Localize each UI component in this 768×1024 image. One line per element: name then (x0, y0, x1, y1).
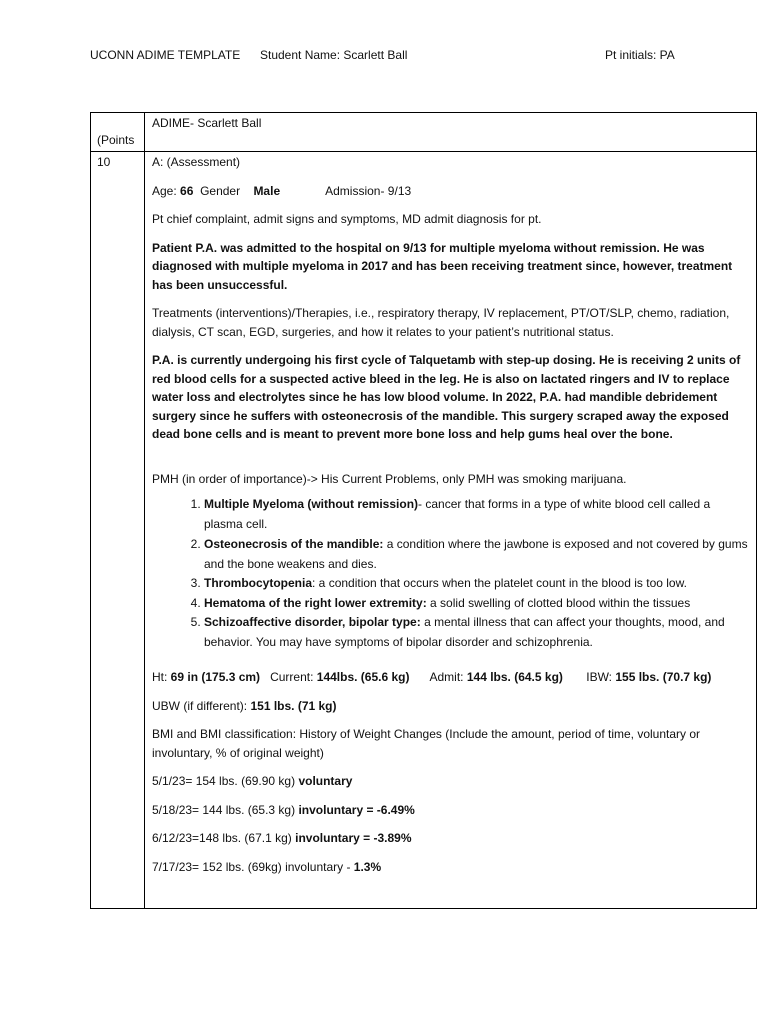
admit-weight-value: 144 lbs. (64.5 kg) (466, 670, 563, 684)
pmh-list (152, 495, 752, 652)
adime-table (90, 112, 757, 909)
weight-history-entry (152, 858, 752, 877)
age-value: 66 (180, 183, 194, 198)
weight-entry-status: involuntary = -3.89% (295, 831, 412, 845)
pmh-item (204, 613, 752, 652)
pmh-term: Hematoma of the right lower extremity: (204, 595, 427, 610)
weight-entry-text: 6/12/23=148 lbs. (67.1 kg) (152, 831, 296, 845)
assessment-section (152, 153, 752, 876)
weight-entry-text: 5/1/23= 154 lbs. (69.90 kg) (152, 774, 299, 788)
weight-history-entry (152, 772, 752, 791)
weight-history-entry (152, 801, 752, 820)
ubw-value: 151 lbs. (71 kg) (250, 698, 337, 713)
document-header (90, 48, 730, 64)
current-weight-value: 144lbs. (65.6 kg) (316, 670, 410, 684)
assessment-heading: A: (Assessment) (152, 155, 241, 169)
current-weight-label: Current: (270, 670, 317, 684)
admission-date: Admission- 9/13 (325, 183, 412, 198)
complaint-text: Patient P.A. was admitted to the hospital on 9/13 for multiple myeloma without remission. He was diagnosed with multiple myeloma in 2017 and has been receiving treatment since, however, treatment has been unsuccessful. (152, 240, 733, 292)
height-value: 69 in (175.3 cm) (170, 670, 261, 684)
column-divider (144, 113, 145, 908)
ibw-label: IBW: (586, 670, 616, 684)
pmh-term: Thrombocytopenia (204, 576, 313, 590)
weight-history-entry (152, 829, 752, 848)
weight-entry-text: 7/17/23= 152 lbs. (69kg) involuntary - (152, 859, 354, 874)
weight-entry-status: involuntary = -6.49% (298, 802, 415, 817)
treatments-text: P.A. is currently undergoing his first cycle of Talquetamb with step-up dosing. He is receiving 2 units of red blood cells for a suspected active bleed in the leg. He is also on lactated ringers and IV to replace water loss and electrolytes since he has low blood volume. In 2022, P.A. had mandible debridement surgery since he suffers with osteonecrosis of the mandible. This surgery scraped away the exposed dead bone cells and is meant to prevent more bone loss and help gums heal over the bone. (152, 353, 741, 441)
height-label: Ht: (152, 670, 171, 684)
pmh-desc: : a condition that occurs when the platelet count in the blood is too low. (312, 576, 687, 590)
ubw-label: UBW (if different): (152, 698, 251, 713)
anthropometrics-line (152, 668, 752, 687)
weight-entry-status: voluntary (298, 774, 353, 788)
demographics-line (152, 182, 752, 201)
gender-label: Gender (200, 183, 241, 198)
pmh-desc: - cancer that forms in a type of white blood cell called a plasma cell. (204, 497, 711, 531)
pmh-desc: a mental illness that can affect your thoughts, mood, and behavior. You may have symptoms of bipolar disorder and schizophrenia. (204, 615, 725, 649)
pmh-item (204, 594, 752, 614)
ibw-value: 155 lbs. (70.7 kg) (615, 670, 712, 684)
pmh-desc: a solid swelling of clotted blood within the tissues (426, 595, 691, 610)
treatments-prompt: Treatments (interventions)/Therapies, i.e., respiratory therapy, IV replacement, PT/OT/SLP, chemo, radiation, dialysis, CT scan, EGD, surgeries, and how it relates to your patient’s nutritional status. (152, 306, 730, 339)
pmh-term: Schizoaffective disorder, bipolar type: (204, 615, 421, 629)
ubw-line (152, 697, 752, 716)
bmi-prompt: BMI and BMI classification: History of Weight Changes (Include the amount, period of time, voluntary or involuntary, % of original weight) (152, 727, 701, 760)
pmh-desc: a condition where the jawbone is exposed and not covered by gums and the bone weakens and dies. (204, 537, 748, 571)
pmh-term: Osteonecrosis of the mandible: (204, 537, 384, 551)
pmh-item (204, 574, 752, 594)
points-value: 10 (97, 155, 111, 169)
weight-entry-status: 1.3% (353, 859, 382, 874)
row-divider (91, 151, 756, 152)
pmh-item (204, 495, 752, 534)
admit-weight-label: Admit: (429, 670, 467, 684)
table-title: ADIME- Scarlett Ball (152, 116, 262, 130)
age-label: Age: (152, 183, 181, 198)
student-name: Student Name: Scarlett Ball (260, 48, 408, 62)
gender-value: Male (253, 183, 281, 198)
weight-entry-text: 5/18/23= 144 lbs. (65.3 kg) (152, 802, 299, 817)
patient-initials: Pt initials: PA (605, 48, 675, 62)
pmh-intro: PMH (in order of importance)-> His Current Problems, only PMH was smoking marijuana. (152, 471, 627, 486)
complaint-prompt: Pt chief complaint, admit signs and symptoms, MD admit diagnosis for pt. (152, 212, 542, 226)
points-header: (Points (97, 133, 135, 147)
pmh-term: Multiple Myeloma (without remission) (204, 497, 419, 511)
template-title: UCONN ADIME TEMPLATE (90, 48, 241, 62)
pmh-item (204, 535, 752, 574)
